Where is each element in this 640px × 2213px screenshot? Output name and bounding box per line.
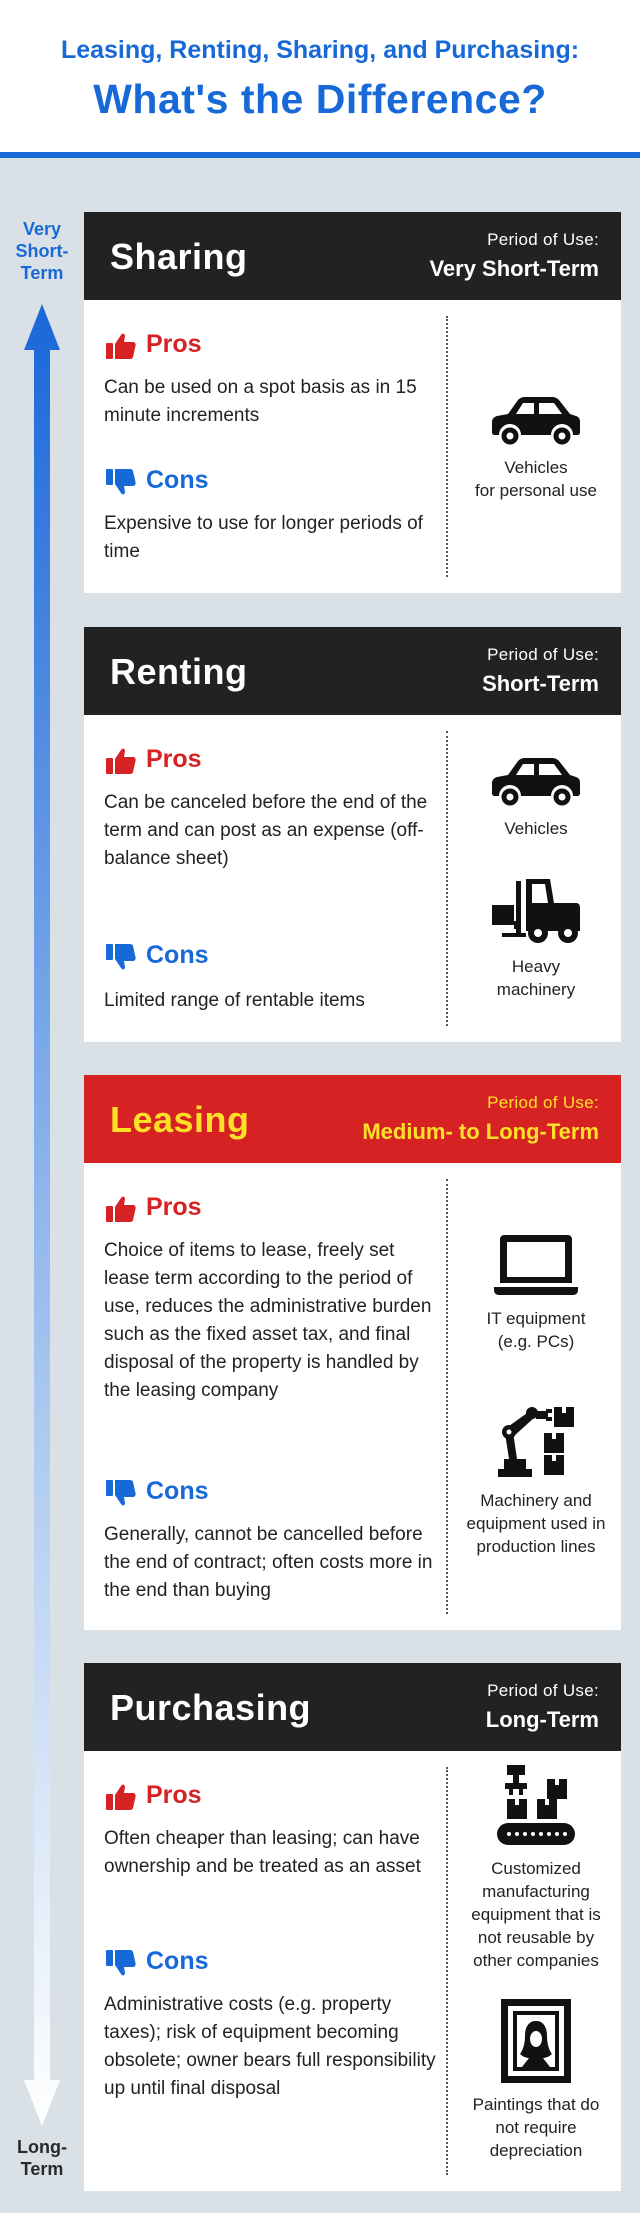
card-renting (84, 627, 621, 1042)
card-leasing (84, 1075, 621, 1630)
card-title: Leasing (110, 1099, 250, 1140)
time-axis-arrow (24, 304, 60, 2126)
period-label: Period of Use: (487, 230, 599, 249)
pros-text: Can be used on a spot basis as in 15 minute increments (104, 377, 417, 426)
example-vehicles: Vehicles (456, 755, 616, 840)
pros-text: Can be canceled before the end of the term and can post as an expense (off-balance sheet) (104, 792, 428, 869)
card-body: Pros Can be used on a spot basis as in 15 minute increments Cons Expensive to use for longer periods of time Vehicles for personal use (84, 300, 621, 593)
thumbs-down-icon (106, 1949, 136, 1977)
card-title: Purchasing (110, 1687, 312, 1728)
period-value: Very Short-Term (429, 256, 599, 281)
thumbs-up-icon (106, 1195, 136, 1223)
divider (446, 731, 448, 1026)
thumbs-down-icon (106, 1479, 136, 1507)
painting-icon (501, 1999, 571, 2083)
card-title: Renting (110, 651, 248, 692)
period-value: Short-Term (482, 671, 599, 696)
example-it-equipment: IT equipment (e.g. PCs) (456, 1235, 616, 1353)
car-icon (488, 755, 584, 807)
card-header (84, 1075, 621, 1163)
period-label: Period of Use: (487, 1093, 599, 1112)
example-heavy-machinery: Heavy machinery (456, 875, 616, 1001)
axis-label-long-term: Long- Term (17, 2137, 67, 2179)
page-subtitle: Leasing, Renting, Sharing, and Purchasing: (60, 36, 580, 64)
laptop-icon (494, 1235, 578, 1297)
card-header (84, 212, 621, 300)
axis-label-very-short-term: Very Short- Term (15, 219, 69, 283)
divider (446, 1179, 448, 1614)
page-header (0, 0, 640, 158)
thumbs-up-icon (106, 332, 136, 360)
card-title: Sharing (110, 236, 248, 277)
cons-text: Limited range of rentable items (104, 990, 365, 1011)
example-custom-manufacturing-equipment: Customized manufacturing equipment that is not reusable by other companies (456, 1765, 616, 1972)
thumbs-down-icon (106, 468, 136, 496)
card-header (84, 627, 621, 715)
conveyor-icon (495, 1765, 577, 1851)
card-body: Pros Choice of items to lease, freely set lease term according to the period of use, reduces the administrative burden such as the fixed asset tax, and final disposal of the property is handled by the leasing company Cons Generally, cannot be cancelled before the end of contract; often costs more in the end than buying IT equipment (e.g. PCs) Machinery and equipment used in production lines (84, 1163, 621, 1630)
card-header (84, 1663, 621, 1751)
card-sharing (84, 212, 621, 593)
pros-text: Choice of items to lease, freely set lease term according to the period of use, reduces the administrative burden such as the fixed asset tax, and final disposal of the property is handled by the leasing company (104, 1240, 432, 1401)
thumbs-up-icon (106, 1783, 136, 1811)
robot-arm-icon (496, 1403, 576, 1479)
period-value: Long-Term (485, 1707, 599, 1732)
cons-text: Expensive to use for longer periods of time (104, 513, 423, 562)
forklift-icon (488, 875, 584, 945)
period-label: Period of Use: (487, 645, 599, 664)
card-purchasing (84, 1663, 621, 2191)
example-paintings: Paintings that do not require depreciation (456, 1999, 616, 2162)
example-vehicles: Vehicles for personal use (456, 394, 616, 502)
period-label: Period of Use: (487, 1681, 599, 1700)
pros-text: Often cheaper than leasing; can have ownership and be treated as an asset (104, 1828, 421, 1877)
cons-text: Administrative costs (e.g. property taxes); risk of equipment becoming obsolete; owner bears full responsibility up until final disposal (104, 1994, 436, 2099)
card-body: Pros Often cheaper than leasing; can have ownership and be treated as an asset Cons Administrative costs (e.g. property taxes); risk of equipment becoming obsolete; owner bears full responsibility up until final disposal Customized manufacturing equipment that is not reusable by other companies Paintings that do not require depreciation (84, 1751, 621, 2191)
cons-text: Generally, cannot be cancelled before the end of contract; often costs more in the end than buying (104, 1524, 433, 1601)
card-body: Pros Can be canceled before the end of the term and can post as an expense (off-balance sheet) Cons Limited range of rentable items Vehicles Heavy machinery (84, 715, 621, 1042)
thumbs-up-icon (106, 747, 136, 775)
thumbs-down-icon (106, 943, 136, 971)
page-title: What's the Difference? (93, 76, 547, 122)
divider (446, 1767, 448, 2175)
period-value: Medium- to Long-Term (362, 1119, 599, 1144)
divider (446, 316, 448, 577)
car-icon (488, 394, 584, 446)
example-production-machinery: Machinery and equipment used in production lines (456, 1403, 616, 1558)
